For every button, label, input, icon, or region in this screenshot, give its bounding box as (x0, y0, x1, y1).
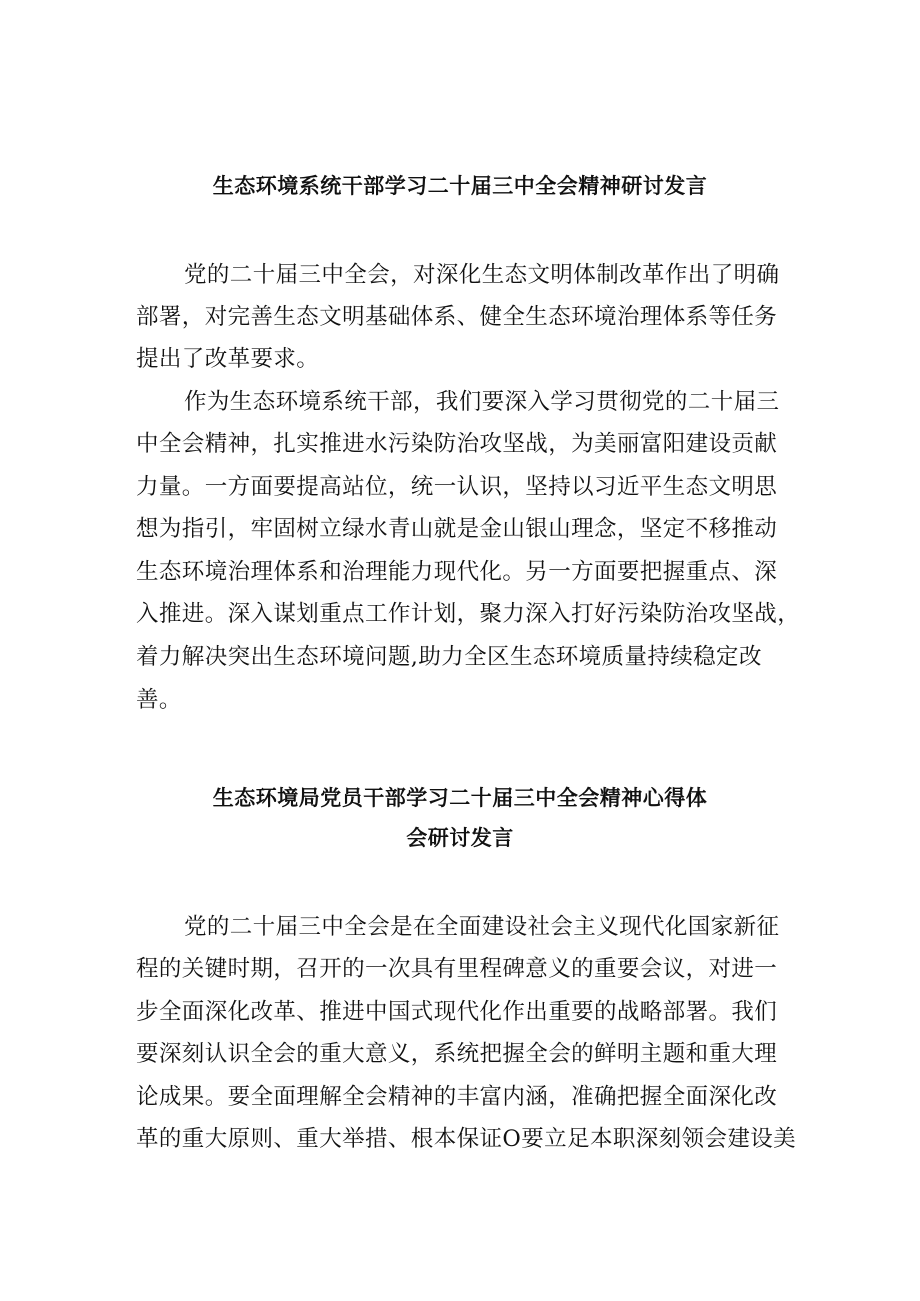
section1-line: 着力解决突出生态环境问题,助力全区生态环境质量持续稳定改 (136, 644, 762, 670)
section1-line: 提出了改革要求。 (136, 346, 320, 372)
section1-line: 入推进。深入谋划重点工作计划，聚力深入打好污染防治攻坚战， (136, 601, 801, 627)
section1-line: 党的二十届三中全会，对深化生态文明体制改革作出了明确 (184, 262, 780, 288)
section1-line: 中全会精神，扎实推进水污染防治攻坚战，为美丽富阳建设贡献 (136, 431, 778, 457)
section1-line: 生态环境治理体系和治理能力现代化。另一方面要把握重点、深 (136, 559, 778, 585)
section1-line: 力量。一方面要提高站位，统一认识，坚持以习近平生态文明思 (136, 474, 778, 500)
section1-line: 部署，对完善生态文明基础体系、健全生态环境治理体系等任务 (136, 304, 778, 330)
section2-line: 党的二十届三中全会是在全面建设社会主义现代化国家新征 (184, 914, 780, 940)
section2-line: 步全面深化改革、推进中国式现代化作出重要的战略部署。我们 (136, 999, 778, 1025)
section2-line: 程的关键时期，召开的一次具有里程碑意义的重要会议，对进一 (136, 956, 778, 982)
section1-title: 生态环境系统干部学习二十届三中全会精神研讨发言 (212, 174, 708, 198)
section2-title-line1: 生态环境局党员干部学习二十届三中全会精神心得体 (212, 786, 708, 810)
section1-line: 想为指引，牢固树立绿水青山就是金山银山理念，坚定不移推动 (136, 516, 778, 542)
section2-line: 论成果。要全面理解全会精神的丰富内涵，准确把握全面深化改 (136, 1084, 778, 1110)
section2-line: 要深刻认识全会的重大意义，系统把握全会的鲜明主题和重大理 (136, 1041, 778, 1067)
section2-line: 革的重大原则、重大举措、根本保证O要立足本职深刻领会建设美 (136, 1126, 797, 1152)
section1-line: 善。 (136, 687, 182, 713)
section1-line: 作为生态环境系统干部，我们要深入学习贯彻党的二十届三 (184, 389, 780, 415)
section2-title-line2: 会研讨发言 (406, 826, 514, 850)
